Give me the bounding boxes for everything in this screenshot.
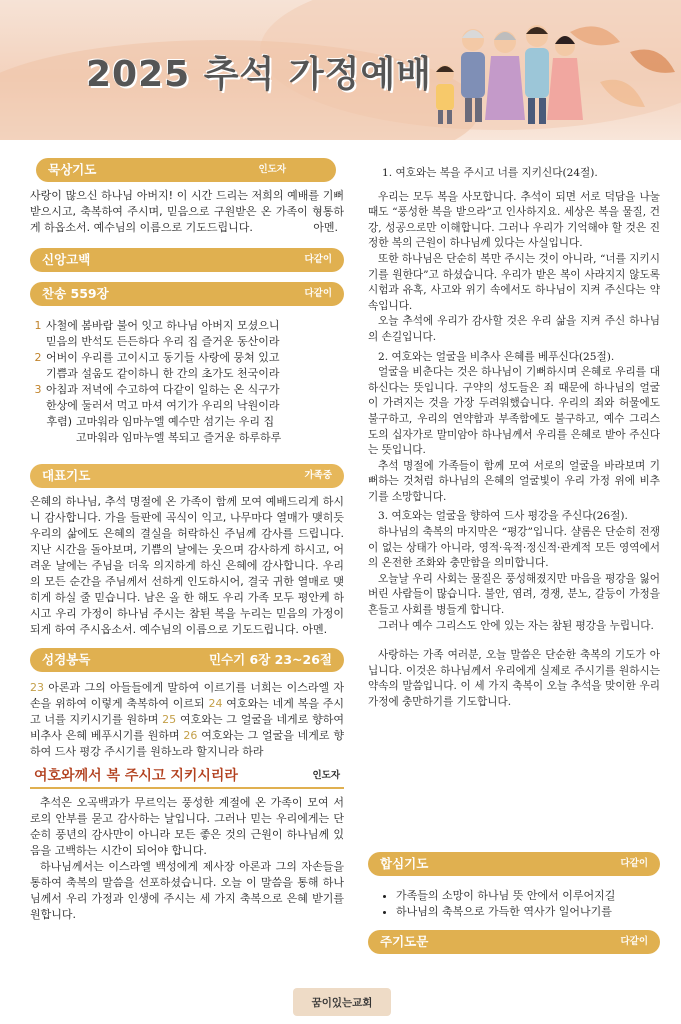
lyric-text: 기쁨과 설움도 같이하니 한 간의 초가도 천국이라 xyxy=(46,367,280,380)
hymn-line xyxy=(30,366,344,382)
refrain-label: 후렴) xyxy=(46,415,72,428)
sermon-paragraph: 오늘날 우리 사회는 물질은 풍성해졌지만 마음을 평강을 잃어버린 사람들이 많습니다. 불안, 염려, 경쟁, 분노, 갈등이 가정을 흔들고 사회를 병들게 합니다. xyxy=(368,572,660,617)
hymn-line xyxy=(30,398,344,414)
sermon-paragraph: 그러나 예수 그리스도 안에 있는 자는 참된 평강을 누립니다. xyxy=(378,619,654,632)
section-lords-prayer xyxy=(368,930,660,954)
verse-number: 1 xyxy=(34,319,42,332)
point-heading: 3. 여호와는 얼굴을 향하여 드사 평강을 주신다(26절). xyxy=(378,510,628,523)
prayer-list xyxy=(368,888,660,920)
sermon-paragraph: 오늘 추석에 우리가 감사할 것은 우리 삶을 지켜 주신 하나님의 손길입니다. xyxy=(368,315,660,343)
sermon-paragraph: 하나님의 축복의 마지막은 “평강”입니다. 샬롬은 단순히 전쟁이 없는 상태가 아니라, 영적·육적·정신적·관계적 모든 영역에서의 온전한 조화와 충만함을 의미합니다. xyxy=(368,526,660,570)
verse-text: 여호와는 그 얼굴을 네게로 향하여 드사 평강 주시기를 원하노라 할지니라 하라 xyxy=(30,729,344,758)
sermon-paragraph: 사랑하는 가족 여러분, 오늘 말씀은 단순한 축복의 기도가 아닙니다. 이것은 하나님께서 우리에게 실제로 주시기를 원하시는 약속의 말씀입니다. 이 세 가지 축복이 오늘 추석을 맞이한 우리 가정에 충만하기를 기도합니다. xyxy=(368,649,660,708)
role-label: 다같이 xyxy=(304,254,332,265)
refrain-text: 고마워라 임마누엘 복되고 즐거운 하루하루 xyxy=(76,431,282,444)
lyric-text: 어버이 우리를 고이시고 동기들 사랑에 뭉쳐 있고 xyxy=(46,351,280,364)
role-label: 인도자 xyxy=(258,164,286,175)
lyric-text: 한상에 둘러서 먹고 마셔 여기가 우리의 낙원이라 xyxy=(46,399,280,412)
sermon-paragraph: 또한 하나님은 단순히 복만 주시는 것이 아니라, “너를 지키시기를 원한다”고 하셨습니다. 우리가 받은 복이 사라지지 않도록 시험과 유혹, 사고와 위기 속에서도 하나님이 지켜 주신다는 약속입니다. xyxy=(368,252,660,312)
verse-number: 25 xyxy=(162,713,177,726)
list-item: • 가족들의 소망이 하나님 뜻 안에서 이루어지길 xyxy=(396,888,660,904)
point-heading: 1. 여호와는 복을 주시고 너를 지키신다(24절). xyxy=(382,167,598,179)
scripture-reference: 민수기 6장 23~26절 xyxy=(208,652,332,667)
sermon-heading xyxy=(30,768,344,789)
hymn-lyrics xyxy=(30,318,344,446)
lyric-text: 믿음의 반석도 든든하다 우리 집 즐거운 동산이라 xyxy=(46,335,280,348)
section-title: 대표기도 xyxy=(42,468,91,483)
sermon-paragraph: 추석 명절에 가족들이 함께 모여 서로의 얼굴을 바라보며 기뻐하는 것처럼 하나님의 은혜의 얼굴빛이 우리 가정 위에 비추기를 소망합니다. xyxy=(368,459,660,503)
role-label: 다같이 xyxy=(620,936,648,947)
sermon-title: 여호와께서 복 주시고 지키시리라 xyxy=(34,768,238,784)
verse-text: 여호와는 네게 복을 주시고 너를 지키시기를 원하며 xyxy=(30,697,345,726)
section-silent-prayer xyxy=(36,158,336,182)
verse-number xyxy=(30,366,46,382)
section-rep-prayer xyxy=(30,464,344,488)
verse-number: 23 xyxy=(30,681,44,694)
hymn-line xyxy=(30,334,344,350)
scripture-text xyxy=(30,680,344,760)
church-name: 꿈이있는교회 xyxy=(293,988,391,1016)
role-label: 인도자 xyxy=(312,770,340,781)
page-title: 2025 추석 가정예배 xyxy=(86,54,432,95)
section-reading xyxy=(30,648,344,672)
hymn-refrain xyxy=(30,430,344,446)
verse-number xyxy=(30,334,46,350)
section-title: 합심기도 xyxy=(380,856,429,871)
sermon-paragraph: 우리는 모두 복을 사모합니다. 추석이 되면 서로 덕담을 나눌 때도 “풍성한 복을 받으라”고 인사하지요. 세상은 복을 물질, 건강, 성공으로만 이해합니다. 그러나 우리가 기억해야 할 것은 진정한 복의 근원이 하나님께 있다는 사실입니다. xyxy=(368,190,660,250)
refrain-text: 고마워라 임마누엘 예수만 섬기는 우리 집 xyxy=(76,415,275,428)
section-closing-prayer xyxy=(368,852,660,876)
section-title: 찬송 559장 xyxy=(42,286,109,301)
leaves-decoration-icon xyxy=(560,12,680,122)
amen-text: 아멘. xyxy=(313,221,338,234)
rep-prayer-text: 은혜의 하나님, 추석 명절에 온 가족이 함께 모여 예배드리게 하시니 감사합니다. 가을 들판에 곡식이 익고, 나무마다 열매가 맺히듯 우리의 삶에도 은혜의 결실을 허락하신 주님께 감사를 드립니다. 지난 시간을 돌아보며, 기쁨의 날에는 웃으며 감사하게 하시고, 어려운 날에는 주님을 더욱 의지하게 하신 은혜에 감사합니다. 우리의 모든 순간을 주님께서 선하게 인도하시어, 결국 귀한 열매로 맺히게 하실 줄 믿습니다. 남은 올 한 해도 우리 가족 모두 평안케 하시고 우리 가정이 하나님 주시는 참된 복을 누리는 믿음의 가정이 되게 하여 주시옵소서. 예수님의 이름으로 기도드립니다. 아멘. xyxy=(30,495,344,636)
header-banner xyxy=(0,0,681,140)
verse-number xyxy=(30,398,46,414)
verse-number: 24 xyxy=(208,697,223,710)
lyric-text: 사철에 봄바람 불어 잇고 하나님 아버지 모셨으니 xyxy=(46,319,280,332)
section-title: 묵상기도 xyxy=(48,162,97,177)
right-lower xyxy=(368,852,660,954)
point-heading: 2. 여호와는 얼굴을 비추사 은혜를 베푸신다(25절). xyxy=(378,350,615,363)
verse-number: 3 xyxy=(34,383,42,396)
sermon-paragraph: 하나님께서는 이스라엘 백성에게 제사장 아론과 그의 자손들을 통하여 축복의 말씀을 선포하셨습니다. 오늘 이 말씀을 통해 하나님께서 우리 가정과 인생에 주시는 세 가지 축복으로 은혜 받기를 원합니다. xyxy=(30,860,344,921)
list-item: • 하나님의 축복으로 가득한 역사가 일어나기를 xyxy=(396,904,660,920)
hymn-line xyxy=(30,318,344,334)
hymn-line xyxy=(30,350,344,366)
role-label: 다같이 xyxy=(620,858,648,869)
silent-prayer-text: 사랑이 많으신 하나님 아버지! 이 시간 드리는 저희의 예배를 기뻐 받으시고, 축복하여 주시며, 믿음으로 구원받은 온 가족이 형통하게 하옵소서. 예수님의 이름으로 기도드립니다. xyxy=(30,189,344,234)
section-title: 신앙고백 xyxy=(42,252,91,267)
role-label: 가족중 xyxy=(304,470,332,481)
section-title: 주기도문 xyxy=(380,934,429,949)
section-creed xyxy=(30,248,344,272)
verse-text: 여호와는 그 얼굴을 네게로 향하여 비추사 은혜 베푸시기를 원하며 xyxy=(30,713,344,742)
right-column xyxy=(368,166,660,711)
hymn-refrain xyxy=(30,414,344,430)
sermon-paragraph: 추석은 오곡백과가 무르익는 풍성한 계절에 온 가족이 모여 서로의 안부를 묻고 감사하는 날입니다. 그러나 믿는 우리에게는 단순히 풍년의 감사만이 아니라 모든 좋은 것의 근원이 하나님께 있음을 고백하는 시간이 되어야 합니다. xyxy=(30,796,344,857)
section-hymn xyxy=(30,282,344,306)
hymn-line xyxy=(30,382,344,398)
section-title: 성경봉독 xyxy=(42,652,91,667)
left-column xyxy=(30,158,344,923)
role-label: 다같이 xyxy=(304,288,332,299)
lyric-text: 아침과 저녁에 수고하여 다같이 일하는 온 식구가 xyxy=(46,383,280,396)
verse-number: 26 xyxy=(183,729,198,742)
verse-text: 아론과 그의 아들들에게 말하여 이르기를 너희는 이스라엘 자손을 위하여 이렇게 축복하여 이르되 xyxy=(30,681,344,710)
sermon-paragraph: 얼굴을 비춘다는 것은 하나님이 기뻐하시며 은혜로 우리를 대하신다는 뜻입니다. 구약의 성도들은 죄 때문에 하나님의 얼굴이 가려지는 것을 가장 두려워했습니다. 우리의 죄와 허물에도 불구하고, 우리의 연약함과 부족함에도 불구하고, 예수 그리스도의 십자가로 말미암아 하나님께서 우리를 은혜로 받아 주신다는 뜻입니다. xyxy=(368,366,660,457)
verse-number: 2 xyxy=(34,351,42,364)
